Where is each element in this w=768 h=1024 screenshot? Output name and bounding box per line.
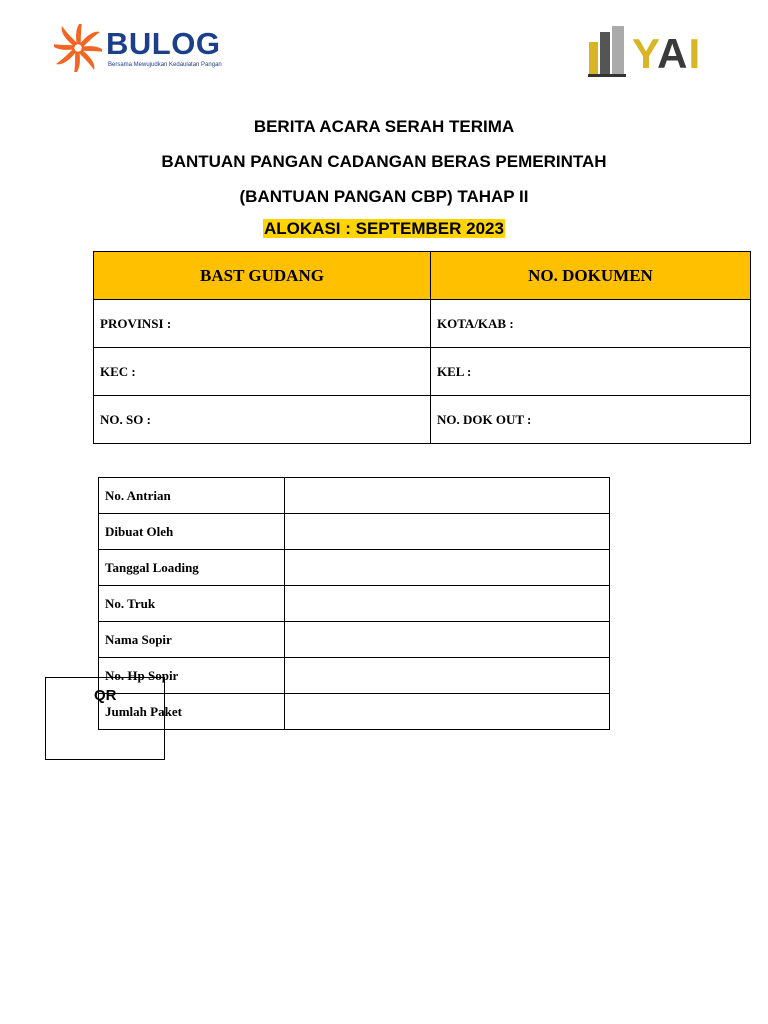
yai-letter-y: Y — [632, 30, 658, 77]
provinsi-field[interactable]: PROVINSI : — [94, 300, 431, 348]
nama-sopir-label: Nama Sopir — [99, 622, 285, 658]
no-so-field[interactable]: NO. SO : — [94, 396, 431, 444]
yai-letter-i: I — [688, 30, 702, 77]
dibuat-oleh-label: Dibuat Oleh — [99, 514, 285, 550]
allocation-highlight: ALOKASI : SEPTEMBER 2023 — [264, 219, 504, 238]
building-bars-icon — [586, 24, 630, 78]
header-no-dokumen: NO. DOKUMEN — [431, 252, 751, 300]
table-row — [99, 586, 610, 622]
qr-label: QR — [94, 687, 117, 704]
no-dok-out-field[interactable]: NO. DOK OUT : — [431, 396, 751, 444]
no-hp-sopir-label: No. Hp Sopir — [99, 658, 285, 694]
table-row — [99, 550, 610, 586]
no-hp-sopir-value[interactable] — [285, 658, 610, 694]
allocation-line — [0, 218, 768, 240]
jumlah-paket-value[interactable] — [285, 694, 610, 730]
bast-table-header — [94, 252, 751, 300]
doc-title: BERITA ACARA SERAH TERIMA — [253, 117, 515, 136]
table-row — [99, 478, 610, 514]
bulog-sun-icon — [54, 24, 102, 72]
table-row — [94, 300, 751, 348]
nama-sopir-value[interactable] — [285, 622, 610, 658]
no-antrian-value[interactable] — [285, 478, 610, 514]
tanggal-loading-value[interactable] — [285, 550, 610, 586]
bulog-wordmark: BULOG — [106, 26, 221, 61]
yai-logo — [586, 24, 716, 80]
header-bast-gudang: BAST GUDANG — [94, 252, 431, 300]
table-row — [99, 658, 610, 694]
tanggal-loading-label: Tanggal Loading — [99, 550, 285, 586]
bulog-logo — [54, 22, 244, 74]
bulog-tagline: Bersama Mewujudkan Kedaulatan Pangan — [108, 62, 222, 68]
no-truk-label: No. Truk — [99, 586, 285, 622]
table-row — [99, 514, 610, 550]
yai-letter-a: A — [657, 30, 689, 77]
kota-kab-field[interactable]: KOTA/KAB : — [431, 300, 751, 348]
table-row — [94, 396, 751, 444]
table-row — [99, 694, 610, 730]
qr-placeholder — [45, 677, 165, 760]
yai-wordmark — [632, 32, 701, 76]
dibuat-oleh-value[interactable] — [285, 514, 610, 550]
table-row — [94, 348, 751, 396]
table-row — [99, 622, 610, 658]
no-antrian-label: No. Antrian — [99, 478, 285, 514]
kec-field[interactable]: KEC : — [94, 348, 431, 396]
no-truk-value[interactable] — [285, 586, 610, 622]
jumlah-paket-label: Jumlah Paket — [99, 694, 285, 730]
kel-field[interactable]: KEL : — [431, 348, 751, 396]
doc-program: (BANTUAN PANGAN CBP) TAHAP II — [239, 187, 529, 206]
bast-table — [93, 251, 751, 444]
doc-subtitle: BANTUAN PANGAN CADANGAN BERAS PEMERINTAH — [161, 152, 607, 171]
detail-table — [98, 477, 610, 730]
